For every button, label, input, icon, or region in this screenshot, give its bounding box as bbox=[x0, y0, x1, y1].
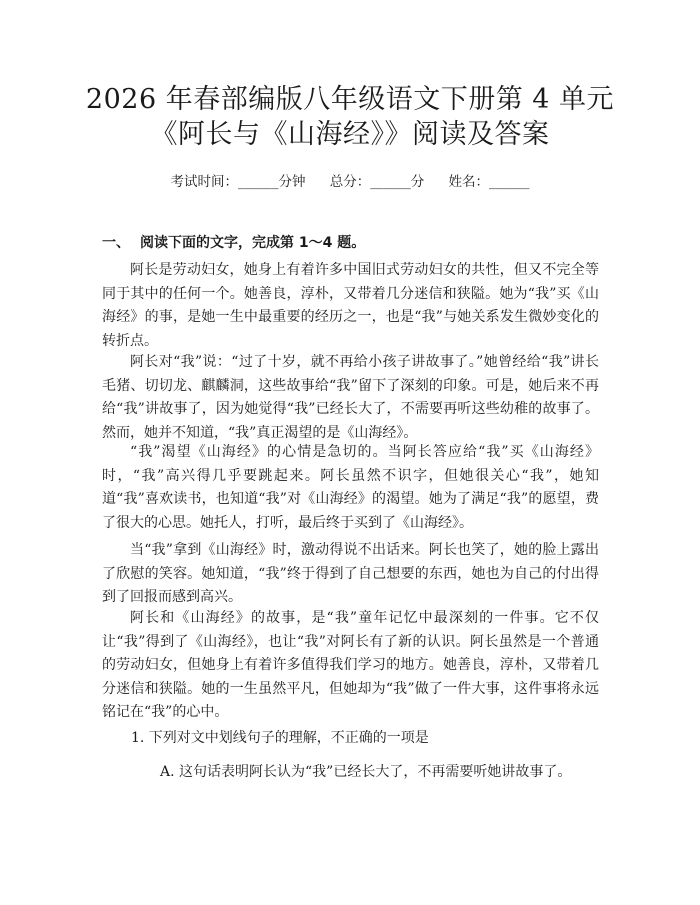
section-heading bbox=[102, 232, 365, 252]
reading-paragraph-5: 阿长和《山海经》的故事，是“我”童年记忆中最深刻的一件事。它不仅让“我”得到了《山海经》，也让“我”对阿长有了新的认识。阿长虽然是一个普通的劳动妇女，但她身上有着许多值得我们学习的地方。她善良，淳朴，又带着几分迷信和狭隘。她的一生虽然平凡，但她却为“我”做了一件大事，这件事将永远铭记在“我”的心中。 bbox=[102, 610, 599, 720]
exam-time-field: 考试时间：______分钟 bbox=[170, 174, 306, 190]
reading-paragraph-2: 阿长对“我”说：“过了十岁，就不再给小孩子讲故事了。”她曾经给“我”讲长毛猪、切切龙、麒麟洞，这些故事给“我”留下了深刻的印象。可是，她后来不再给“我”讲故事了，因为她觉得“我”已经长大了，不需要再听这些幼稚的故事了。然而，她并不知道，“我”真正渴望的是《山海经》。 bbox=[102, 354, 599, 441]
section-number: 一、 bbox=[102, 235, 130, 251]
question-1-option-a: A. 这句话表明阿长认为“我”已经长大了，不再需要听她讲故事了。 bbox=[160, 764, 572, 780]
reading-paragraph-3: “我”渴望《山海经》的心情是急切的。当阿长答应给“我”买《山海经》时，“我”高兴得几乎要跳起来。阿长虽然不识字，但她很关心“我”，她知道“我”喜欢读书，也知道“我”对《山海经》的渴望。她为了满足“我”的愿望，费了很大的心思。她托人，打听，最后终于买到了《山海经》。 bbox=[102, 444, 599, 531]
reading-paragraph-4: 当“我”拿到《山海经》时，激动得说不出话来。阿长也笑了，她的脸上露出了欣慰的笑容。她知道，“我”终于得到了自己想要的东西，她也为自己的付出得到了回报而感到高兴。 bbox=[102, 542, 599, 605]
exam-info-row bbox=[0, 170, 700, 190]
question-1: 1. 下列对文中划线句子的理解，不正确的一项是 bbox=[131, 730, 429, 746]
exam-score-field: 总分：______分 bbox=[329, 174, 425, 190]
document-title-line2: 《阿长与《山海经》》阅读及答案 bbox=[150, 119, 550, 150]
section-heading-text: 阅读下面的文字，完成第 1～4 题。 bbox=[140, 235, 366, 251]
reading-paragraph-1: 阿长是劳动妇女，她身上有着许多中国旧式劳动妇女的共性，但又不完全等同于其中的任何一个。她善良，淳朴，又带着几分迷信和狭隘。她为“我”买《山海经》的事，是她一生中最重要的经历之一，也是“我”与她关系发生微妙变化的转折点。 bbox=[102, 262, 599, 349]
student-name-field: 姓名：______ bbox=[448, 174, 530, 190]
document-title-line1: 2026 年春部编版八年级语文下册第 4 单元 bbox=[85, 84, 615, 115]
